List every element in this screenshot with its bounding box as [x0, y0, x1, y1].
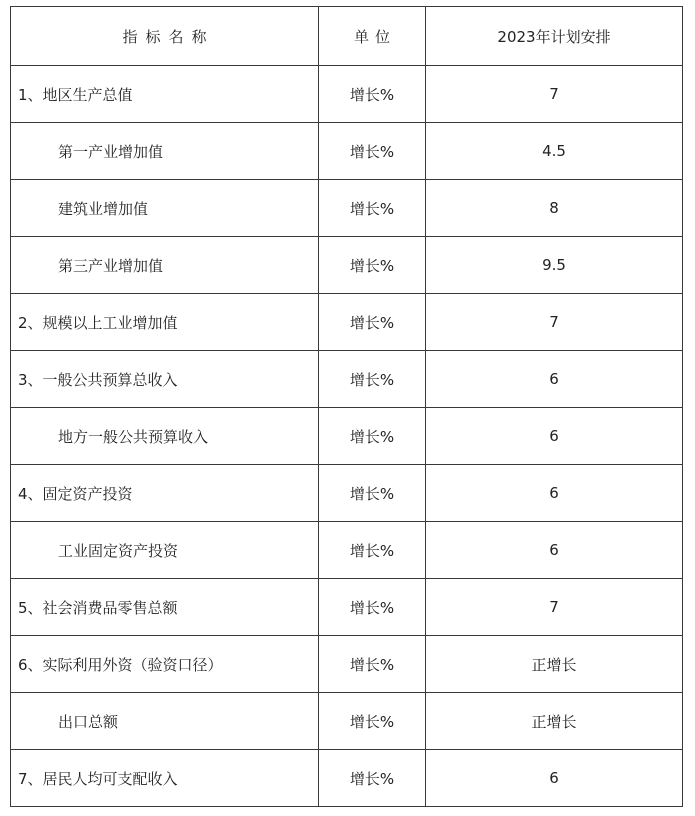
indicator-name-cell	[11, 579, 319, 636]
plan-value-cell: 7	[426, 579, 683, 636]
indicator-name-cell	[11, 750, 319, 807]
table-row	[11, 522, 683, 579]
header-indicator-name	[11, 7, 319, 66]
indicator-name-cell	[11, 351, 319, 408]
plan-value-cell: 4.5	[426, 123, 683, 180]
indicator-name: 4、固定资产投资	[18, 484, 133, 503]
table-body	[11, 66, 683, 807]
unit-cell: 增长%	[319, 750, 426, 807]
table-row	[11, 351, 683, 408]
table-row	[11, 750, 683, 807]
unit-cell: 增长%	[319, 66, 426, 123]
unit-cell: 增长%	[319, 180, 426, 237]
plan-value-cell: 正增长	[426, 636, 683, 693]
unit-cell: 增长%	[319, 294, 426, 351]
indicator-name-cell	[11, 66, 319, 123]
table-row	[11, 66, 683, 123]
header-plan-label: 2023年计划安排	[497, 27, 611, 46]
plan-indicator-table	[10, 6, 683, 807]
plan-value-cell: 6	[426, 351, 683, 408]
indicator-name-cell	[11, 180, 319, 237]
plan-table-container	[10, 6, 682, 807]
header-unit-label: 单位	[353, 27, 396, 46]
table-row	[11, 693, 683, 750]
plan-value-cell: 6	[426, 522, 683, 579]
unit-cell: 增长%	[319, 465, 426, 522]
indicator-name-cell	[11, 294, 319, 351]
unit-cell: 增长%	[319, 237, 426, 294]
plan-value-cell: 6	[426, 465, 683, 522]
indicator-name-cell	[11, 237, 319, 294]
plan-value-cell: 8	[426, 180, 683, 237]
indicator-name-cell	[11, 636, 319, 693]
plan-value-cell: 9.5	[426, 237, 683, 294]
indicator-name: 1、地区生产总值	[18, 85, 133, 104]
indicator-name: 第三产业增加值	[58, 256, 164, 275]
plan-value-cell: 6	[426, 408, 683, 465]
unit-cell: 增长%	[319, 123, 426, 180]
header-plan	[426, 7, 683, 66]
unit-cell: 增长%	[319, 522, 426, 579]
table-header	[11, 7, 683, 66]
indicator-name-cell	[11, 465, 319, 522]
indicator-name-cell	[11, 123, 319, 180]
indicator-name: 3、一般公共预算总收入	[18, 370, 178, 389]
unit-cell: 增长%	[319, 408, 426, 465]
table-row	[11, 237, 683, 294]
indicator-name: 2、规模以上工业增加值	[18, 313, 178, 332]
unit-cell: 增长%	[319, 351, 426, 408]
indicator-name: 工业固定资产投资	[58, 541, 179, 560]
plan-value-cell: 正增长	[426, 693, 683, 750]
table-row	[11, 408, 683, 465]
table-row	[11, 123, 683, 180]
table-row	[11, 180, 683, 237]
unit-cell: 增长%	[319, 636, 426, 693]
plan-value-cell: 7	[426, 66, 683, 123]
table-row	[11, 579, 683, 636]
unit-cell: 增长%	[319, 579, 426, 636]
table-row	[11, 465, 683, 522]
indicator-name: 7、居民人均可支配收入	[18, 769, 178, 788]
header-unit	[319, 7, 426, 66]
plan-value-cell: 6	[426, 750, 683, 807]
indicator-name-cell	[11, 408, 319, 465]
indicator-name: 地方一般公共预算收入	[58, 427, 209, 446]
indicator-name: 6、实际利用外资（验资口径）	[18, 655, 223, 674]
indicator-name-cell	[11, 693, 319, 750]
indicator-name: 5、社会消费品零售总额	[18, 598, 178, 617]
indicator-name: 出口总额	[58, 712, 119, 731]
table-row	[11, 636, 683, 693]
header-row	[11, 7, 683, 66]
table-row	[11, 294, 683, 351]
indicator-name-cell	[11, 522, 319, 579]
indicator-name: 第一产业增加值	[58, 142, 164, 161]
indicator-name: 建筑业增加值	[58, 199, 149, 218]
plan-value-cell: 7	[426, 294, 683, 351]
unit-cell: 增长%	[319, 693, 426, 750]
header-indicator-name-label: 指标名称	[122, 27, 215, 46]
